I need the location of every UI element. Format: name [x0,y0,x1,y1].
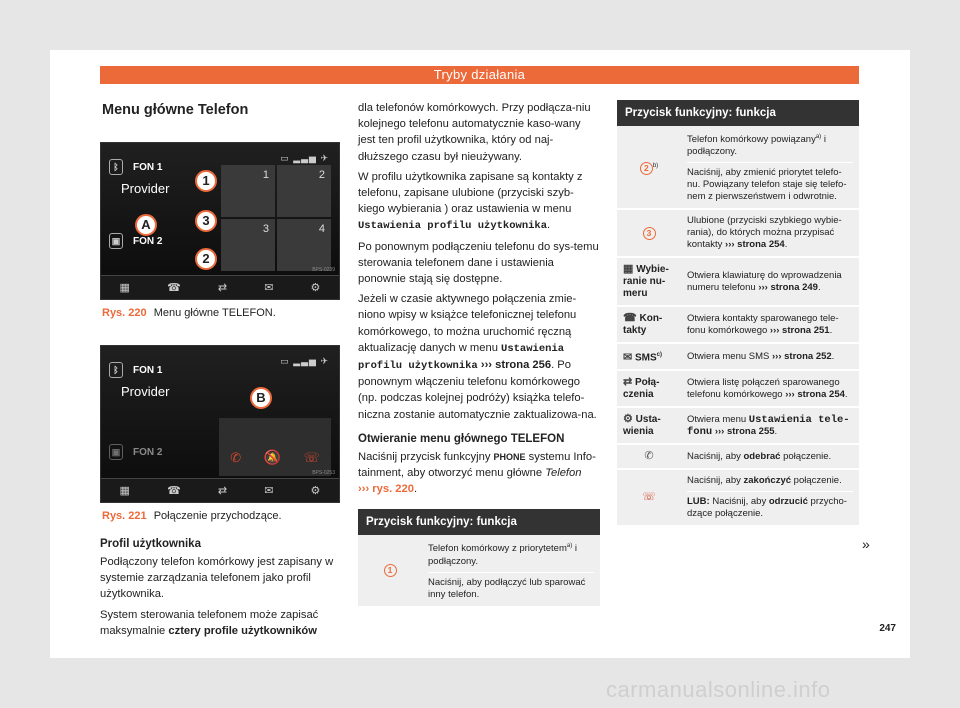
table-key [617,444,681,469]
watermark: carmanualsonline.info [606,677,831,702]
text: i podłączony. [687,134,826,158]
text: System sterowania telefonem może zapisać maksymalnie [100,608,319,637]
text: Naciśnij przycisk funkcyjny [358,450,494,463]
bottom-bar [101,275,339,299]
paragraph [358,169,600,235]
status-icons: ▭ ▂▃▅ ✈ [280,356,329,366]
marker-3: 3 [195,210,217,232]
table-cell [681,407,859,444]
table-row [617,444,859,469]
gear-icon: ⚙ [310,485,321,497]
paragraph [100,607,340,639]
gear-icon: ⚙ [310,282,321,294]
contacts-icon: ☎ [623,312,637,325]
page-reference-link[interactable]: ››› strona 251 [769,324,830,336]
figure-code: BPS-0239 [312,267,335,273]
table-key [617,370,681,407]
table-cell [681,469,859,526]
emphasis: odebrać [743,450,781,462]
text: Naciśnij, aby podłączyć lub sparować inny telefon. [428,572,594,601]
number-badge: 3 [643,227,656,240]
text: Telefon komórkowy powiązany [687,134,816,146]
fon2-row [109,231,162,251]
figure-221 [100,345,340,503]
table-cell [681,209,859,257]
contacts-icon: ☎ [167,282,181,294]
marker-1: 1 [195,170,217,192]
table-header: Przycisk funkcyjny: funkcja [617,100,859,126]
key-label: Wybie-ranie nu-meru [623,264,669,300]
paragraph [358,291,600,423]
marker-2: 2 [195,248,217,270]
fon2-row [109,442,162,462]
page-reference-link[interactable]: ››› strona 255 [714,425,775,437]
marker-a: A [135,214,157,236]
gear-icon: ⚙ [623,413,633,426]
text: Otwiera menu SMS [687,350,770,362]
paragraph: Podłączony telefon komórkowy jest zapisany w systemie zarządzania telefonem jako profil użytkownika. [100,556,334,601]
bell-muted-icon: 🔕 [263,449,282,465]
table-header: Przycisk funkcyjny: funkcja [358,509,600,535]
fon2-label: FON 2 [133,446,163,458]
table-cell [681,306,859,343]
key-label: Kon-takty [623,313,663,337]
page-reference-link[interactable]: ››› strona 252 [772,350,832,362]
incoming-call-panel [219,418,331,476]
footnote-mark: b) [652,162,659,169]
provider-label: Provider [121,181,170,196]
emphasis: cztery profile użytkowników [168,624,317,637]
text: Telefon komórkowy z priorytetem [428,543,567,555]
table-key [358,535,422,606]
text: Otwiera klawiaturę do wprowadzenia numeru telefonu [687,269,842,293]
keypad-icon: ▦ [623,263,634,276]
table-cell [681,370,859,407]
menu-name: Telefon [545,467,582,480]
table-key [617,469,681,526]
figure-220 [100,142,340,300]
text: Otwiera listę połączeń sparowanego telefonu komórkowego [687,376,840,400]
page-reference-link[interactable]: ››› strona 249 [758,281,818,293]
text: . [817,281,821,293]
call-list-icon: ⇄ [623,376,633,389]
text: Otwiera kontakty sparowanego tele-fonu komórkowego [687,312,839,336]
text: . Po ponownym włączeniu telefonu komórkowego (np. podczas kolejnej podróży) książka telefo-niczna zostanie automatycznie zaktualizowa-na. [358,359,597,421]
text: . [413,483,418,496]
chapter-header: Tryby działania [100,66,859,84]
table-key [617,306,681,343]
table-cell [681,343,859,370]
paragraph: dla telefonów komórkowych. Przy podłącza-niu kolejnego telefonu automatycznie kaso-wany jest ten profil użytkownika, który od naj-dłuższego czasu był nieużywany. [358,102,591,163]
text: . [774,425,778,437]
provider-label: Provider [121,384,170,399]
table-cell [681,444,859,469]
column-right [617,100,859,527]
figure-reference-link[interactable]: ››› rys. 220 [358,483,414,496]
figure-code: BPS-0253 [312,470,335,476]
menu-name: Ustawienia profilu użytkownika [358,220,548,233]
table-cell [681,126,859,209]
envelope-icon: ✉ [264,282,274,294]
tile-3: 3 [221,219,275,271]
phone-end-icon: ☏ [303,450,320,465]
column-middle [358,100,600,608]
number-badge: 2 [640,162,653,175]
text: Ulubione (przyciski szybkiego wybie-rania), do których można przypisać kontakty [687,215,842,251]
page-number: 247 [879,623,896,634]
text: . [844,388,848,400]
text: Naciśnij, aby [687,475,744,487]
fon1-label: FON 1 [133,161,163,173]
tile-1: 1 [221,165,275,217]
favorite-tiles [221,165,331,271]
text: i podłączony. [428,543,577,567]
phone-link-icon: ▣ [109,233,123,249]
bluetooth-icon: ᛒ [109,159,123,175]
subsection-title: Otwieranie menu głównego TELEFON [358,432,565,445]
text: . [829,324,833,336]
menu-name: Ustawienia tele-fonu [687,413,850,438]
tile-4: 4 [277,219,331,271]
column-left [100,100,340,643]
key-label: SMS [635,352,657,364]
text: Naciśnij, aby zmienić priorytet telefo-nu. Powiązany telefon staje się telefo-nem z pierwszeństwem i odwrotnie. [687,162,853,203]
phone-link-icon: ▣ [109,444,123,460]
key-label: Usta-wienia [623,414,661,438]
marker-b: B [250,387,272,409]
continue-marker: » [862,536,870,552]
table-cell [422,535,600,606]
table-key [617,257,681,306]
profile-title: Profil użytkownika [100,538,201,550]
page-reference-link[interactable]: ››› strona 254 [785,388,845,400]
table-key [617,407,681,444]
table-row [617,126,859,209]
figure-221-caption [102,510,340,522]
emphasis: odrzucić [768,496,808,508]
text: systemu Info-tainment, aby otworzyć menu główne [358,450,596,480]
function-table-2 [617,100,859,527]
call-list-icon: ⇄ [217,485,228,497]
phone-accept-icon: ✆ [644,450,654,463]
table-row [617,469,859,526]
text: . [784,239,788,251]
caption-number: Rys. 220 [102,307,147,319]
footnote-mark: a) [815,134,822,140]
emphasis: zakończyć [743,475,792,487]
keypad-icon: ▦ [119,282,130,294]
table-row [617,306,859,343]
text: połączenie. [791,475,842,487]
fon1-row [109,360,162,380]
table-key [617,343,681,370]
section-title: Menu główne Telefon [102,102,249,118]
tile-2: 2 [277,165,331,217]
caption-text: Menu główne TELEFON. [153,307,276,319]
fon2-label: FON 2 [133,235,163,247]
table-row [617,343,859,370]
footnote-mark: a) [566,543,573,550]
text: Naciśnij, aby [709,496,769,508]
footnote-mark: c) [656,352,663,359]
keypad-icon: ▦ [119,485,130,497]
table-row [617,257,859,306]
table-row [617,407,859,444]
bottom-bar [101,478,339,502]
phone-key-label: PHONE [493,451,526,462]
call-list-icon: ⇄ [217,282,228,294]
text: Otwiera menu [687,413,747,425]
text: . [831,350,835,362]
text: W profilu użytkownika zapisane są kontakty z telefonu, zapisane ulubione (przyciski szyb-kiego wybierania ) oraz ustawienia w menu [358,170,583,216]
fon1-row [109,157,162,177]
screen-mock [100,345,340,503]
caption-number: Rys. 221 [102,510,147,522]
table-key [617,209,681,257]
table-row [617,209,859,257]
function-table-1 [358,509,600,607]
envelope-icon: ✉ [264,485,274,497]
caption-text: Połączenie przychodzące. [153,510,282,522]
phone-end-icon: ☏ [642,491,656,504]
page-reference-link[interactable]: ››› strona 254 [725,239,785,251]
text: . [547,219,551,232]
number-badge: 1 [384,564,397,577]
table-row [358,535,600,606]
text: Naciśnij, aby [687,450,744,462]
contacts-icon: ☎ [167,485,181,497]
alternative-text [687,491,853,520]
table-cell [681,257,859,306]
fon1-label: FON 1 [133,364,163,376]
menu-name: Ustawienia profilu użytkownika [358,342,565,373]
key-label: Połą-czenia [623,377,660,401]
or-label: LUB: [687,496,710,508]
phone-accept-icon: ✆ [230,450,242,465]
table-key [617,126,681,209]
status-icons: ▭ ▂▃▅ ✈ [280,153,329,163]
text: Jeżeli w czasie aktywnego połączenia zmie-niono wpisy w książce telefonicznej telefonu komórkowego, to można uruchomić ręczną aktualizację danych w menu [358,293,577,354]
page-reference-link[interactable]: ››› strona 256 [480,359,552,372]
paragraph [358,449,600,498]
bluetooth-icon: ᛒ [109,362,123,378]
envelope-icon: ✉ [623,351,633,364]
table-row [617,370,859,407]
figure-220-caption [102,307,340,319]
text: przycho-dzące połączenie. [687,496,847,520]
text: połączenie. [780,450,832,462]
paragraph: Po ponownym podłączeniu telefonu do sys-temu sterowania telefonem dane i ustawienia ponownie stają się dostępne. [358,240,599,286]
